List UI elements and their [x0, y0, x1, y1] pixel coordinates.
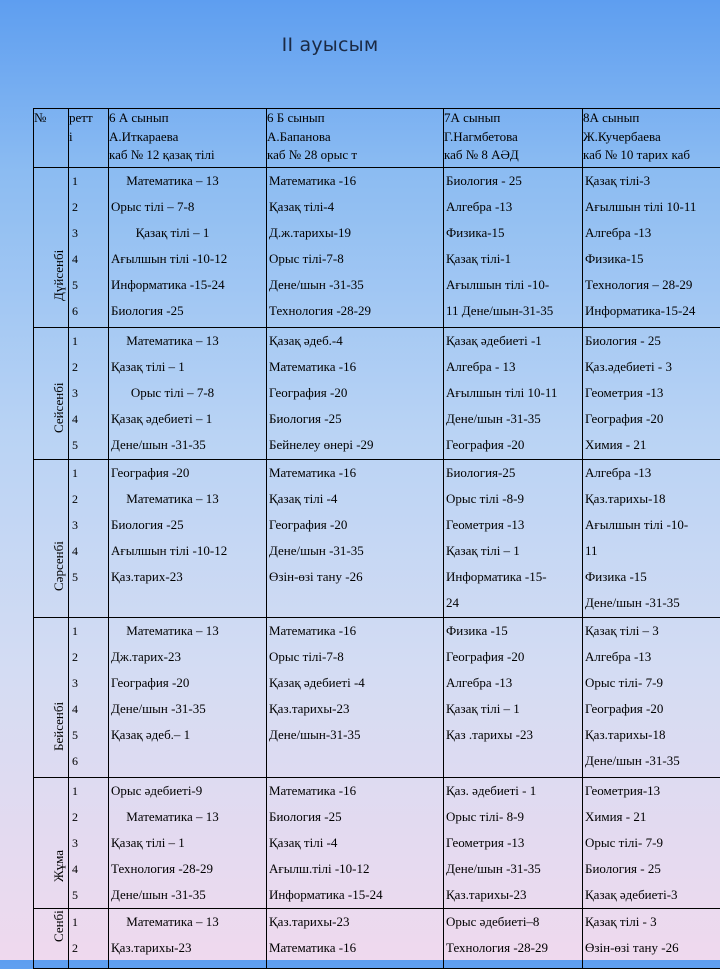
lesson-number: 6	[69, 298, 108, 324]
lesson-entry: Қаз.тарихы-18	[583, 486, 720, 512]
lesson-entry: Ағылшын тілі -10-12	[109, 246, 266, 272]
class-lessons-cell	[444, 328, 583, 460]
lesson-entry: Дене/шын -31-35	[109, 432, 266, 458]
lesson-entry: Математика – 13	[109, 618, 266, 644]
class-lessons-cell	[109, 460, 267, 618]
day-name: Бейсенбі	[51, 702, 67, 751]
lesson-entry: Қаз .тарихы -23	[444, 722, 582, 748]
lesson-entry: Қаз. әдебиеті - 1	[444, 778, 582, 804]
lesson-entry: Физика-15	[583, 246, 720, 272]
lesson-entry: Қазақ әдеб.-4	[267, 328, 443, 354]
lesson-entry: Химия - 21	[583, 804, 720, 830]
lesson-number: 3	[69, 670, 108, 696]
lesson-numbers-cell	[69, 778, 109, 909]
lesson-entry: Биология - 25	[583, 328, 720, 354]
lesson-entry: Дене/шын -31-35	[583, 748, 720, 774]
lesson-entry: Дене/шын -31-35	[444, 856, 582, 882]
lesson-entry: Биология - 25	[444, 168, 582, 194]
day-name: Сейсенбі	[51, 383, 67, 433]
lesson-entry: География -20	[444, 644, 582, 670]
lesson-entry: Биология - 25	[583, 856, 720, 882]
class-lessons-cell	[267, 168, 444, 328]
lesson-entry: Қазақ әдебиеті – 1	[109, 406, 266, 432]
day-name-cell	[34, 460, 69, 618]
lesson-number: 5	[69, 432, 108, 458]
lesson-entry: Ағылшын тілі 10-11	[583, 194, 720, 220]
lesson-entry: Математика – 13	[109, 168, 266, 194]
schedule-table	[33, 108, 720, 969]
lesson-entry: Математика – 13	[109, 328, 266, 354]
day-name-cell	[34, 168, 69, 328]
lesson-entry: Ағылш.тілі -10-12	[267, 856, 443, 882]
day-row	[34, 618, 720, 778]
lesson-number: 1	[69, 778, 108, 804]
lesson-entry: Математика – 13	[109, 804, 266, 830]
lesson-entry: Биология -25	[267, 406, 443, 432]
lesson-entry: Дж.тарих-23	[109, 644, 266, 670]
lesson-entry: Қазақ тілі – 3	[583, 618, 720, 644]
class-lessons-cell	[267, 618, 444, 778]
lesson-entry: География -20	[109, 670, 266, 696]
lesson-entry: Геометрия -13	[444, 512, 582, 538]
lesson-number: 4	[69, 856, 108, 882]
class-lessons-cell	[583, 168, 720, 328]
header-order: ретт і	[69, 109, 109, 168]
lesson-entry: Дене/шын-31-35	[267, 722, 443, 748]
lesson-numbers-cell	[69, 328, 109, 460]
lesson-entry: Математика -16	[267, 168, 443, 194]
day-name-cell	[34, 618, 69, 778]
lesson-entry: Дене/шын -31-35	[109, 696, 266, 722]
lesson-number: 3	[69, 380, 108, 406]
lesson-number: 4	[69, 538, 108, 564]
lesson-entry: Қазақ тілі -4	[267, 486, 443, 512]
day-name-cell	[34, 778, 69, 909]
lesson-entry: Химия - 21	[583, 432, 720, 458]
lesson-number: 1	[69, 909, 108, 935]
lesson-entry: Орыс тілі- 8-9	[444, 804, 582, 830]
lesson-entry: Қазақ тілі – 1	[444, 538, 582, 564]
lesson-entry: Математика -16	[267, 460, 443, 486]
lesson-entry: Ағылшын тілі 10-11	[444, 380, 582, 406]
lesson-number: 4	[69, 406, 108, 432]
lesson-entry: Орыс әдебиеті–8	[444, 909, 582, 935]
lesson-entry	[267, 748, 443, 774]
lesson-entry: Биология-25	[444, 460, 582, 486]
lesson-number: 1	[69, 328, 108, 354]
lesson-entry: Алгебра - 13	[444, 354, 582, 380]
lesson-entry	[109, 748, 266, 774]
lesson-entry: Қазақ тілі -4	[267, 830, 443, 856]
lesson-entry: Геометрия -13	[444, 830, 582, 856]
lesson-entry: Физика -15	[583, 564, 720, 590]
lesson-number: 4	[69, 696, 108, 722]
lesson-entry: Қазақ тілі – 1	[109, 220, 266, 246]
lesson-entry: Математика – 13	[109, 486, 266, 512]
lesson-number: 5	[69, 564, 108, 590]
lesson-entry: Бейнелеу өнері -29	[267, 432, 443, 458]
lesson-entry: Өзін-өзі тану -26	[583, 935, 720, 961]
day-row	[34, 778, 720, 909]
lesson-entry: Қаз.тарихы-18	[583, 722, 720, 748]
lesson-entry: Дене/шын -31-35	[109, 882, 266, 908]
lesson-entry: Қазақ әдеб.– 1	[109, 722, 266, 748]
lesson-number: 1	[69, 168, 108, 194]
class-lessons-cell	[267, 460, 444, 618]
lesson-entry: Қазақ тілі – 1	[444, 696, 582, 722]
lesson-entry: Информатика-15-24	[583, 298, 720, 324]
day-name-cell	[34, 328, 69, 460]
lesson-entry: 11	[583, 538, 720, 564]
lesson-entry: Технология – 28-29	[583, 272, 720, 298]
day-name: Дүйсенбі	[51, 250, 67, 301]
lesson-entry: Дене/шын -31-35	[267, 538, 443, 564]
header-no: №	[34, 109, 69, 168]
lesson-entry: Информатика -15-24	[109, 272, 266, 298]
day-name: Сәрсенбі	[51, 541, 67, 591]
lesson-entry: Технология -28-29	[444, 935, 582, 961]
lesson-entry: Биология -25	[267, 804, 443, 830]
lesson-entry: География -20	[444, 432, 582, 458]
lesson-number: 2	[69, 354, 108, 380]
lesson-entry: 24	[444, 590, 582, 616]
lesson-number: 5	[69, 272, 108, 298]
lesson-entry: Қаз.тарихы-23	[444, 882, 582, 908]
lesson-entry: Қаз.әдебиеті - 3	[583, 354, 720, 380]
class-lessons-cell	[109, 168, 267, 328]
class-lessons-cell	[583, 328, 720, 460]
lesson-number: 5	[69, 882, 108, 908]
class-lessons-cell	[109, 618, 267, 778]
lesson-number: 4	[69, 246, 108, 272]
lesson-entry: Орыс тілі -8-9	[444, 486, 582, 512]
day-name: Жұма	[51, 850, 67, 882]
lesson-entry: Орыс тілі- 7-9	[583, 670, 720, 696]
header-class-7a: 7А сынып Г.Нагмбетова каб № 8 АӘД	[444, 109, 583, 168]
class-lessons-cell	[583, 460, 720, 618]
lesson-number: 2	[69, 804, 108, 830]
lesson-entry: Дене/шын -31-35	[444, 406, 582, 432]
lesson-entry: Алгебра -13	[583, 460, 720, 486]
lesson-entry: Геометрия -13	[583, 380, 720, 406]
lesson-entry: Орыс әдебиеті-9	[109, 778, 266, 804]
lesson-entry: Қазақ әдебиеті -1	[444, 328, 582, 354]
lesson-numbers-cell	[69, 168, 109, 328]
lesson-entry: Алгебра -13	[583, 220, 720, 246]
lesson-entry: Орыс тілі – 7-8	[109, 194, 266, 220]
lesson-entry: Информатика -15-24	[267, 882, 443, 908]
header-class-6a: 6 А сынып А.Иткараева каб № 12 қазақ тілі	[109, 109, 267, 168]
lesson-entry: Алгебра -13	[583, 644, 720, 670]
class-lessons-cell	[444, 168, 583, 328]
lesson-entry: Биология -25	[109, 512, 266, 538]
lesson-number: 2	[69, 644, 108, 670]
class-lessons-cell	[267, 328, 444, 460]
day-row	[34, 328, 720, 460]
lesson-entry: Қаз.тарихы-23	[267, 696, 443, 722]
page-title: II ауысым	[0, 34, 660, 56]
lesson-entry: Алгебра -13	[444, 670, 582, 696]
lesson-entry: Қазақ тілі – 1	[109, 830, 266, 856]
lesson-entry: Орыс тілі – 7-8	[109, 380, 266, 406]
lesson-numbers-cell	[69, 618, 109, 778]
lesson-entry: Қазақ тілі-1	[444, 246, 582, 272]
class-lessons-cell	[267, 778, 444, 909]
lesson-entry: Орыс тілі-7-8	[267, 644, 443, 670]
lesson-entry: Ағылшын тілі -10-	[583, 512, 720, 538]
lesson-entry: География -20	[583, 406, 720, 432]
lesson-entry: Ағылшын тілі -10-12	[109, 538, 266, 564]
lesson-entry: Қазақ әдебиеті-3	[583, 882, 720, 908]
class-lessons-cell	[109, 778, 267, 909]
lesson-entry: Физика-15	[444, 220, 582, 246]
lesson-entry: Технология -28-29	[109, 856, 266, 882]
lesson-entry: Математика -16	[267, 354, 443, 380]
lesson-entry: Орыс тілі-7-8	[267, 246, 443, 272]
lesson-number: 2	[69, 935, 108, 961]
lesson-number: 2	[69, 194, 108, 220]
lesson-number: 1	[69, 618, 108, 644]
lesson-entry: Қаз.тарих-23	[109, 564, 266, 590]
lesson-entry: Қазақ тілі-3	[583, 168, 720, 194]
day-row	[34, 460, 720, 618]
class-lessons-cell	[444, 618, 583, 778]
lesson-entry: География -20	[267, 380, 443, 406]
lesson-number: 6	[69, 748, 108, 774]
lesson-entry: Геометрия-13	[583, 778, 720, 804]
lesson-number: 5	[69, 722, 108, 748]
lesson-entry: Д.ж.тарихы-19	[267, 220, 443, 246]
lesson-number: 3	[69, 220, 108, 246]
lesson-numbers-cell	[69, 460, 109, 618]
class-lessons-cell	[583, 618, 720, 778]
lesson-entry: Орыс тілі- 7-9	[583, 830, 720, 856]
lesson-number: 3	[69, 830, 108, 856]
lesson-entry: Математика -16	[267, 935, 443, 961]
lesson-entry: Қазақ әдебиеті -4	[267, 670, 443, 696]
lesson-entry: География -20	[109, 460, 266, 486]
lesson-entry	[444, 748, 582, 774]
lesson-entry: Технология -28-29	[267, 298, 443, 324]
lesson-entry: География -20	[583, 696, 720, 722]
lesson-entry: Физика -15	[444, 618, 582, 644]
lesson-entry: Өзін-өзі тану -26	[267, 564, 443, 590]
header-row	[34, 109, 720, 168]
lesson-entry: Қазақ тілі – 1	[109, 354, 266, 380]
class-lessons-cell	[444, 460, 583, 618]
lesson-entry: Қаз.тарихы-23	[267, 909, 443, 935]
header-class-6b: 6 Б сынып А.Бапанова каб № 28 орыс т	[267, 109, 444, 168]
lesson-entry: Математика -16	[267, 618, 443, 644]
lesson-entry: Дене/шын -31-35	[583, 590, 720, 616]
lesson-number: 3	[69, 512, 108, 538]
lesson-number: 1	[69, 460, 108, 486]
day-name: Сенбі	[51, 910, 67, 942]
lesson-entry: Информатика -15-	[444, 564, 582, 590]
lesson-entry: 11 Дене/шын-31-35	[444, 298, 582, 324]
lesson-entry: География -20	[267, 512, 443, 538]
lesson-number: 2	[69, 486, 108, 512]
lesson-entry: Қаз.тарихы-23	[109, 935, 266, 961]
class-lessons-cell	[109, 328, 267, 460]
lesson-entry: Дене/шын -31-35	[267, 272, 443, 298]
lesson-entry: Алгебра -13	[444, 194, 582, 220]
class-lessons-cell	[583, 778, 720, 909]
day-row	[34, 168, 720, 328]
class-lessons-cell	[444, 778, 583, 909]
lesson-entry: Биология -25	[109, 298, 266, 324]
lesson-entry: Математика -16	[267, 778, 443, 804]
lesson-entry: Қазақ тілі-4	[267, 194, 443, 220]
lesson-entry: Қазақ тілі - 3	[583, 909, 720, 935]
lesson-entry: Ағылшын тілі -10-	[444, 272, 582, 298]
lesson-entry: Математика – 13	[109, 909, 266, 935]
header-class-8a: 8А сынып Ж.Кучербаева каб № 10 тарих каб	[583, 109, 720, 168]
